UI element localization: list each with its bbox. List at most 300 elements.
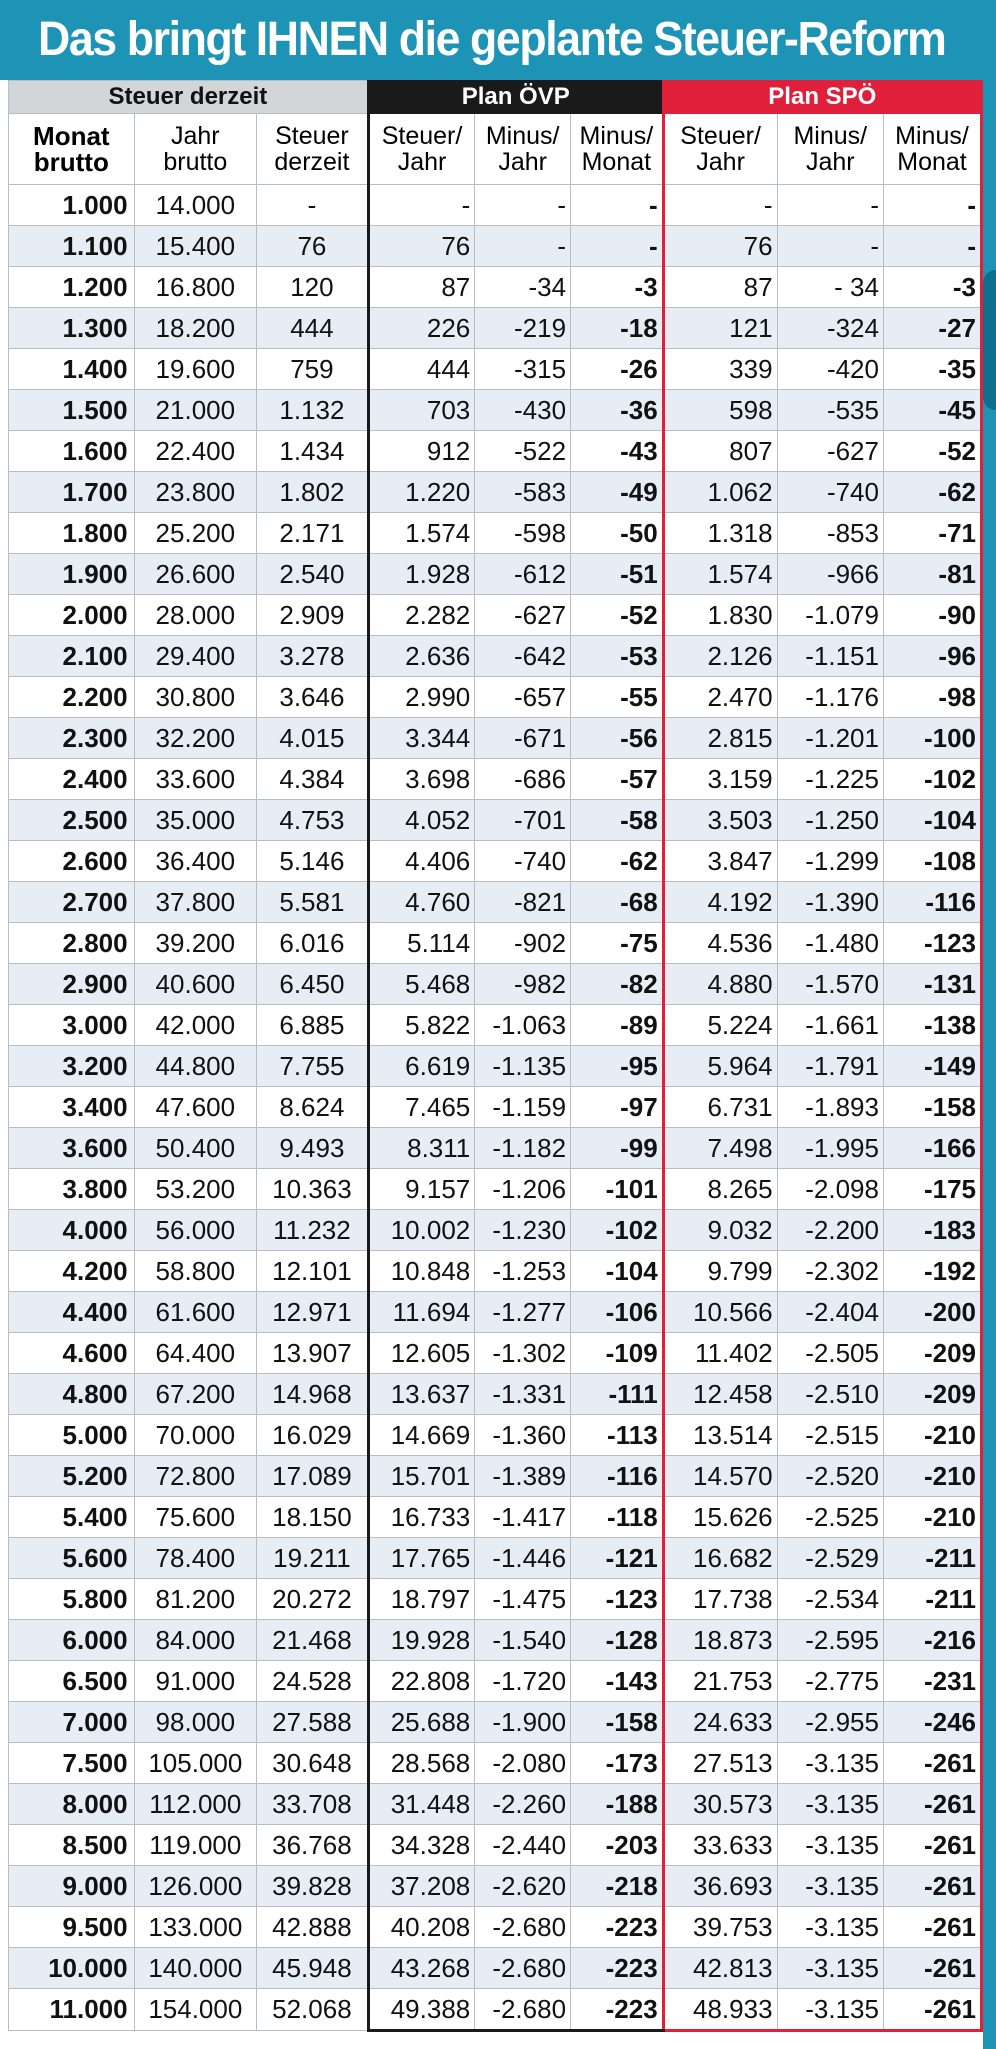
cell-oevp-steuer-jahr: 4.760	[368, 882, 474, 923]
cell-oevp-minus-monat: -51	[571, 554, 664, 595]
cell-oevp-minus-monat: -56	[571, 718, 664, 759]
cell-monat-brutto: 1.800	[9, 513, 135, 554]
cell-oevp-steuer-jahr: 8.311	[368, 1128, 474, 1169]
table-row	[9, 1579, 982, 1620]
cell-oevp-minus-jahr: -1.277	[475, 1292, 571, 1333]
cell-spoe-steuer-jahr: 4.880	[663, 964, 777, 1005]
cell-steuer-derzeit: 5.146	[257, 841, 369, 882]
cell-jahr-brutto: 28.000	[134, 595, 256, 636]
cell-jahr-brutto: 53.200	[134, 1169, 256, 1210]
table-row	[9, 759, 982, 800]
header-spoe-minus-jahr: Minus/ Jahr	[777, 114, 883, 185]
cell-oevp-minus-jahr: -1.360	[475, 1415, 571, 1456]
cell-steuer-derzeit: 20.272	[257, 1579, 369, 1620]
cell-monat-brutto: 2.100	[9, 636, 135, 677]
cell-jahr-brutto: 84.000	[134, 1620, 256, 1661]
table-row	[9, 595, 982, 636]
cell-oevp-steuer-jahr: 76	[368, 226, 474, 267]
cell-oevp-minus-monat: -118	[571, 1497, 664, 1538]
cell-spoe-minus-jahr: -1.201	[777, 718, 883, 759]
cell-spoe-steuer-jahr: 13.514	[663, 1415, 777, 1456]
cell-spoe-minus-jahr: -3.135	[777, 1907, 883, 1948]
header-steuer-derzeit: Steuer derzeit	[257, 114, 369, 185]
cell-spoe-steuer-jahr: 5.964	[663, 1046, 777, 1087]
cell-oevp-steuer-jahr: 19.928	[368, 1620, 474, 1661]
table-row	[9, 1497, 982, 1538]
cell-jahr-brutto: 15.400	[134, 226, 256, 267]
cell-steuer-derzeit: 21.468	[257, 1620, 369, 1661]
cell-steuer-derzeit: 76	[257, 226, 369, 267]
cell-spoe-minus-monat: -261	[883, 1743, 981, 1784]
table-row	[9, 431, 982, 472]
cell-spoe-minus-jahr: -2.775	[777, 1661, 883, 1702]
cell-spoe-minus-jahr: -1.299	[777, 841, 883, 882]
cell-oevp-minus-jahr: -1.063	[475, 1005, 571, 1046]
cell-spoe-minus-jahr: -2.200	[777, 1210, 883, 1251]
cell-jahr-brutto: 105.000	[134, 1743, 256, 1784]
cell-steuer-derzeit: 2.909	[257, 595, 369, 636]
cell-oevp-steuer-jahr: 444	[368, 349, 474, 390]
cell-steuer-derzeit: 4.384	[257, 759, 369, 800]
cell-monat-brutto: 3.200	[9, 1046, 135, 1087]
cell-oevp-steuer-jahr: 16.733	[368, 1497, 474, 1538]
cell-monat-brutto: 7.500	[9, 1743, 135, 1784]
cell-monat-brutto: 3.800	[9, 1169, 135, 1210]
table-row	[9, 1702, 982, 1743]
cell-steuer-derzeit: 18.150	[257, 1497, 369, 1538]
cell-oevp-minus-jahr: -1.230	[475, 1210, 571, 1251]
cell-steuer-derzeit: 17.089	[257, 1456, 369, 1497]
cell-jahr-brutto: 29.400	[134, 636, 256, 677]
cell-spoe-minus-jahr: -853	[777, 513, 883, 554]
cell-steuer-derzeit: 120	[257, 267, 369, 308]
cell-oevp-steuer-jahr: 2.282	[368, 595, 474, 636]
group-steuer-derzeit: Steuer derzeit	[9, 81, 369, 114]
cell-spoe-steuer-jahr: 11.402	[663, 1333, 777, 1374]
table-row	[9, 1374, 982, 1415]
cell-spoe-steuer-jahr: 12.458	[663, 1374, 777, 1415]
cell-monat-brutto: 1.700	[9, 472, 135, 513]
cell-oevp-steuer-jahr: 37.208	[368, 1866, 474, 1907]
cell-spoe-steuer-jahr: 14.570	[663, 1456, 777, 1497]
cell-spoe-minus-monat: -210	[883, 1456, 981, 1497]
cell-oevp-steuer-jahr: 4.052	[368, 800, 474, 841]
cell-steuer-derzeit: 12.971	[257, 1292, 369, 1333]
cell-oevp-steuer-jahr: 9.157	[368, 1169, 474, 1210]
cell-oevp-minus-jahr: -219	[475, 308, 571, 349]
cell-oevp-minus-monat: -3	[571, 267, 664, 308]
cell-steuer-derzeit: 3.278	[257, 636, 369, 677]
table-row	[9, 1128, 982, 1169]
cell-oevp-steuer-jahr: 703	[368, 390, 474, 431]
cell-oevp-minus-monat: -43	[571, 431, 664, 472]
cell-steuer-derzeit: 759	[257, 349, 369, 390]
cell-monat-brutto: 6.000	[9, 1620, 135, 1661]
cell-spoe-minus-jahr: -3.135	[777, 1825, 883, 1866]
cell-spoe-minus-monat: -138	[883, 1005, 981, 1046]
table-row	[9, 636, 982, 677]
cell-steuer-derzeit: 444	[257, 308, 369, 349]
cell-spoe-minus-monat: -210	[883, 1415, 981, 1456]
cell-oevp-minus-jahr: -1.900	[475, 1702, 571, 1743]
cell-monat-brutto: 5.600	[9, 1538, 135, 1579]
cell-oevp-minus-jahr: -701	[475, 800, 571, 841]
table-row	[9, 185, 982, 226]
cell-steuer-derzeit: 52.068	[257, 1989, 369, 2031]
cell-oevp-steuer-jahr: 40.208	[368, 1907, 474, 1948]
cell-oevp-minus-monat: -128	[571, 1620, 664, 1661]
cell-monat-brutto: 8.000	[9, 1784, 135, 1825]
cell-spoe-steuer-jahr: 24.633	[663, 1702, 777, 1743]
header-oevp-minus-jahr: Minus/ Jahr	[475, 114, 571, 185]
cell-spoe-steuer-jahr: 339	[663, 349, 777, 390]
table-row	[9, 1784, 982, 1825]
cell-oevp-minus-jahr: -583	[475, 472, 571, 513]
cell-spoe-minus-jahr: -535	[777, 390, 883, 431]
cell-oevp-steuer-jahr: 3.698	[368, 759, 474, 800]
cell-oevp-minus-monat: -57	[571, 759, 664, 800]
cell-jahr-brutto: 133.000	[134, 1907, 256, 1948]
cell-jahr-brutto: 47.600	[134, 1087, 256, 1128]
cell-oevp-steuer-jahr: 28.568	[368, 1743, 474, 1784]
cell-steuer-derzeit: 13.907	[257, 1333, 369, 1374]
cell-monat-brutto: 5.400	[9, 1497, 135, 1538]
cell-oevp-minus-jahr: -598	[475, 513, 571, 554]
cell-spoe-minus-jahr: -3.135	[777, 1784, 883, 1825]
table-row	[9, 841, 982, 882]
cell-spoe-minus-jahr: -1.893	[777, 1087, 883, 1128]
cell-oevp-steuer-jahr: 1.928	[368, 554, 474, 595]
cell-spoe-steuer-jahr: 807	[663, 431, 777, 472]
cell-spoe-steuer-jahr: 8.265	[663, 1169, 777, 1210]
cell-spoe-steuer-jahr: 36.693	[663, 1866, 777, 1907]
cell-oevp-minus-jahr: -1.159	[475, 1087, 571, 1128]
cell-oevp-steuer-jahr: 25.688	[368, 1702, 474, 1743]
cell-oevp-minus-monat: -36	[571, 390, 664, 431]
cell-jahr-brutto: 25.200	[134, 513, 256, 554]
right-edge-band	[983, 80, 996, 2049]
cell-oevp-minus-jahr: -2.620	[475, 1866, 571, 1907]
cell-spoe-minus-jahr: -2.510	[777, 1374, 883, 1415]
tax-reform-table	[8, 80, 983, 2032]
cell-oevp-steuer-jahr: 2.636	[368, 636, 474, 677]
cell-spoe-steuer-jahr: 48.933	[663, 1989, 777, 2031]
cell-oevp-minus-monat: -55	[571, 677, 664, 718]
cell-oevp-minus-monat: -58	[571, 800, 664, 841]
cell-oevp-minus-monat: -113	[571, 1415, 664, 1456]
cell-monat-brutto: 2.200	[9, 677, 135, 718]
cell-spoe-steuer-jahr: 87	[663, 267, 777, 308]
cell-monat-brutto: 4.400	[9, 1292, 135, 1333]
cell-spoe-steuer-jahr: 17.738	[663, 1579, 777, 1620]
cell-jahr-brutto: 72.800	[134, 1456, 256, 1497]
cell-spoe-steuer-jahr: 1.318	[663, 513, 777, 554]
cell-jahr-brutto: 70.000	[134, 1415, 256, 1456]
cell-spoe-minus-monat: -104	[883, 800, 981, 841]
header-monat-brutto: Monat brutto	[9, 114, 135, 185]
cell-spoe-minus-jahr: -3.135	[777, 1948, 883, 1989]
cell-monat-brutto: 1.500	[9, 390, 135, 431]
cell-monat-brutto: 9.000	[9, 1866, 135, 1907]
cell-monat-brutto: 1.200	[9, 267, 135, 308]
cell-jahr-brutto: 91.000	[134, 1661, 256, 1702]
cell-spoe-minus-monat: -3	[883, 267, 981, 308]
cell-monat-brutto: 4.600	[9, 1333, 135, 1374]
cell-oevp-steuer-jahr: 49.388	[368, 1989, 474, 2031]
cell-oevp-minus-monat: -89	[571, 1005, 664, 1046]
cell-spoe-steuer-jahr: 7.498	[663, 1128, 777, 1169]
cell-spoe-minus-monat: -100	[883, 718, 981, 759]
cell-spoe-minus-monat: -261	[883, 1989, 981, 2031]
cell-oevp-minus-jahr: -2.440	[475, 1825, 571, 1866]
cell-oevp-steuer-jahr: 6.619	[368, 1046, 474, 1087]
table-row	[9, 472, 982, 513]
cell-spoe-minus-monat: -192	[883, 1251, 981, 1292]
table-row	[9, 1907, 982, 1948]
cell-spoe-minus-jahr: -2.404	[777, 1292, 883, 1333]
cell-oevp-steuer-jahr: 14.669	[368, 1415, 474, 1456]
cell-spoe-minus-jahr: -420	[777, 349, 883, 390]
cell-oevp-minus-monat: -223	[571, 1948, 664, 1989]
cell-oevp-minus-monat: -188	[571, 1784, 664, 1825]
cell-spoe-minus-jahr: -2.520	[777, 1456, 883, 1497]
cell-jahr-brutto: 154.000	[134, 1989, 256, 2031]
cell-monat-brutto: 4.200	[9, 1251, 135, 1292]
cell-oevp-minus-jahr: -1.302	[475, 1333, 571, 1374]
cell-spoe-minus-monat: -216	[883, 1620, 981, 1661]
cell-spoe-minus-monat: -35	[883, 349, 981, 390]
cell-spoe-minus-monat: -200	[883, 1292, 981, 1333]
cell-spoe-minus-monat: -209	[883, 1374, 981, 1415]
table-row	[9, 882, 982, 923]
cell-oevp-steuer-jahr: 18.797	[368, 1579, 474, 1620]
cell-monat-brutto: 5.800	[9, 1579, 135, 1620]
cell-oevp-steuer-jahr: 15.701	[368, 1456, 474, 1497]
cell-steuer-derzeit: 6.016	[257, 923, 369, 964]
cell-oevp-minus-monat: -99	[571, 1128, 664, 1169]
cell-spoe-minus-monat: -210	[883, 1497, 981, 1538]
cell-spoe-minus-jahr: -2.529	[777, 1538, 883, 1579]
cell-steuer-derzeit: 9.493	[257, 1128, 369, 1169]
cell-oevp-minus-monat: -75	[571, 923, 664, 964]
cell-oevp-minus-monat: -106	[571, 1292, 664, 1333]
cell-spoe-minus-jahr: -	[777, 226, 883, 267]
cell-spoe-steuer-jahr: 1.062	[663, 472, 777, 513]
cell-jahr-brutto: 14.000	[134, 185, 256, 226]
cell-jahr-brutto: 37.800	[134, 882, 256, 923]
cell-spoe-minus-monat: -149	[883, 1046, 981, 1087]
cell-jahr-brutto: 42.000	[134, 1005, 256, 1046]
cell-spoe-minus-jahr: -2.302	[777, 1251, 883, 1292]
cell-oevp-minus-jahr: -1.446	[475, 1538, 571, 1579]
table-row	[9, 923, 982, 964]
cell-spoe-steuer-jahr: 10.566	[663, 1292, 777, 1333]
table-row	[9, 1743, 982, 1784]
cell-steuer-derzeit: 8.624	[257, 1087, 369, 1128]
cell-oevp-minus-jahr: -430	[475, 390, 571, 431]
cell-oevp-minus-monat: -95	[571, 1046, 664, 1087]
cell-spoe-minus-monat: -246	[883, 1702, 981, 1743]
table-row	[9, 677, 982, 718]
cell-spoe-minus-jahr: -627	[777, 431, 883, 472]
cell-spoe-minus-monat: -131	[883, 964, 981, 1005]
table-row	[9, 1538, 982, 1579]
cell-spoe-minus-monat: -261	[883, 1948, 981, 1989]
table-row	[9, 1292, 982, 1333]
cell-oevp-minus-monat: -62	[571, 841, 664, 882]
cell-spoe-steuer-jahr: 9.799	[663, 1251, 777, 1292]
cell-oevp-minus-monat: -53	[571, 636, 664, 677]
cell-monat-brutto: 3.400	[9, 1087, 135, 1128]
cell-oevp-minus-jahr: -612	[475, 554, 571, 595]
cell-oevp-minus-jahr: -2.680	[475, 1948, 571, 1989]
cell-monat-brutto: 2.400	[9, 759, 135, 800]
cell-spoe-minus-jahr: -1.480	[777, 923, 883, 964]
cell-oevp-minus-jahr: -	[475, 185, 571, 226]
cell-oevp-minus-jahr: -1.417	[475, 1497, 571, 1538]
cell-spoe-steuer-jahr: 121	[663, 308, 777, 349]
cell-jahr-brutto: 112.000	[134, 1784, 256, 1825]
table-row	[9, 267, 982, 308]
cell-oevp-minus-monat: -	[571, 185, 664, 226]
cell-jahr-brutto: 19.600	[134, 349, 256, 390]
cell-oevp-minus-jahr: -315	[475, 349, 571, 390]
cell-spoe-minus-jahr: -2.955	[777, 1702, 883, 1743]
cell-monat-brutto: 1.000	[9, 185, 135, 226]
cell-jahr-brutto: 75.600	[134, 1497, 256, 1538]
table-row	[9, 718, 982, 759]
cell-spoe-steuer-jahr: 39.753	[663, 1907, 777, 1948]
cell-jahr-brutto: 140.000	[134, 1948, 256, 1989]
cell-jahr-brutto: 30.800	[134, 677, 256, 718]
cell-monat-brutto: 4.000	[9, 1210, 135, 1251]
cell-spoe-steuer-jahr: 76	[663, 226, 777, 267]
cell-jahr-brutto: 40.600	[134, 964, 256, 1005]
cell-spoe-minus-jahr: -1.791	[777, 1046, 883, 1087]
cell-spoe-minus-jahr: -1.250	[777, 800, 883, 841]
cell-oevp-steuer-jahr: 5.822	[368, 1005, 474, 1046]
cell-oevp-minus-monat: -26	[571, 349, 664, 390]
table-body	[9, 185, 982, 2031]
cell-spoe-minus-monat: -261	[883, 1784, 981, 1825]
header-jahr-brutto: Jahr brutto	[134, 114, 256, 185]
cell-spoe-steuer-jahr: 16.682	[663, 1538, 777, 1579]
cell-spoe-minus-monat: -261	[883, 1907, 981, 1948]
cell-spoe-steuer-jahr: 2.815	[663, 718, 777, 759]
cell-spoe-minus-monat: -166	[883, 1128, 981, 1169]
cell-spoe-minus-monat: -211	[883, 1579, 981, 1620]
cell-spoe-steuer-jahr: 1.574	[663, 554, 777, 595]
cell-spoe-steuer-jahr: 2.126	[663, 636, 777, 677]
cell-steuer-derzeit: 36.768	[257, 1825, 369, 1866]
table-row	[9, 1948, 982, 1989]
table-row	[9, 1661, 982, 1702]
header-spoe-minus-monat: Minus/ Monat	[883, 114, 981, 185]
cell-spoe-steuer-jahr: 33.633	[663, 1825, 777, 1866]
cell-steuer-derzeit: 42.888	[257, 1907, 369, 1948]
cell-oevp-steuer-jahr: 13.637	[368, 1374, 474, 1415]
column-header-row	[9, 114, 982, 185]
cell-steuer-derzeit: 16.029	[257, 1415, 369, 1456]
cell-oevp-steuer-jahr: 10.002	[368, 1210, 474, 1251]
cell-jahr-brutto: 61.600	[134, 1292, 256, 1333]
cell-spoe-steuer-jahr: 4.192	[663, 882, 777, 923]
cell-oevp-minus-jahr: -1.206	[475, 1169, 571, 1210]
cell-spoe-minus-monat: -	[883, 185, 981, 226]
cell-oevp-minus-jahr: -2.260	[475, 1784, 571, 1825]
cell-spoe-minus-jahr: -1.390	[777, 882, 883, 923]
cell-jahr-brutto: 21.000	[134, 390, 256, 431]
cell-jahr-brutto: 44.800	[134, 1046, 256, 1087]
cell-jahr-brutto: 64.400	[134, 1333, 256, 1374]
cell-spoe-minus-jahr: -1.995	[777, 1128, 883, 1169]
cell-jahr-brutto: 98.000	[134, 1702, 256, 1743]
cell-oevp-minus-monat: -203	[571, 1825, 664, 1866]
cell-spoe-minus-jahr: -3.135	[777, 1743, 883, 1784]
cell-steuer-derzeit: 3.646	[257, 677, 369, 718]
edge-tab	[983, 270, 996, 410]
cell-spoe-minus-jahr: -1.570	[777, 964, 883, 1005]
cell-spoe-minus-jahr: -2.525	[777, 1497, 883, 1538]
cell-steuer-derzeit: 33.708	[257, 1784, 369, 1825]
table-row	[9, 1333, 982, 1374]
cell-spoe-minus-jahr: -324	[777, 308, 883, 349]
cell-oevp-steuer-jahr: 43.268	[368, 1948, 474, 1989]
cell-oevp-minus-monat: -68	[571, 882, 664, 923]
cell-spoe-minus-monat: -71	[883, 513, 981, 554]
cell-oevp-minus-jahr: -642	[475, 636, 571, 677]
cell-oevp-minus-jahr: -2.680	[475, 1989, 571, 2031]
cell-jahr-brutto: 126.000	[134, 1866, 256, 1907]
cell-monat-brutto: 1.400	[9, 349, 135, 390]
cell-jahr-brutto: 35.000	[134, 800, 256, 841]
cell-spoe-minus-monat: -211	[883, 1538, 981, 1579]
cell-monat-brutto: 8.500	[9, 1825, 135, 1866]
cell-oevp-minus-monat: -158	[571, 1702, 664, 1743]
cell-monat-brutto: 3.000	[9, 1005, 135, 1046]
group-plan-oevp: Plan ÖVP	[368, 81, 663, 114]
cell-steuer-derzeit: 6.885	[257, 1005, 369, 1046]
cell-oevp-minus-jahr: -1.720	[475, 1661, 571, 1702]
table-row	[9, 1005, 982, 1046]
cell-spoe-minus-monat: -90	[883, 595, 981, 636]
cell-spoe-steuer-jahr: 4.536	[663, 923, 777, 964]
cell-steuer-derzeit: 30.648	[257, 1743, 369, 1784]
cell-spoe-steuer-jahr: 9.032	[663, 1210, 777, 1251]
cell-spoe-minus-monat: -209	[883, 1333, 981, 1374]
cell-monat-brutto: 6.500	[9, 1661, 135, 1702]
cell-oevp-steuer-jahr: 31.448	[368, 1784, 474, 1825]
cell-oevp-minus-jahr: -1.253	[475, 1251, 571, 1292]
cell-spoe-steuer-jahr: 598	[663, 390, 777, 431]
cell-oevp-minus-jahr: -1.331	[475, 1374, 571, 1415]
cell-oevp-minus-jahr: -740	[475, 841, 571, 882]
cell-steuer-derzeit: 45.948	[257, 1948, 369, 1989]
cell-monat-brutto: 1.300	[9, 308, 135, 349]
cell-oevp-steuer-jahr: 12.605	[368, 1333, 474, 1374]
cell-oevp-steuer-jahr: 22.808	[368, 1661, 474, 1702]
cell-spoe-minus-jahr: -3.135	[777, 1989, 883, 2031]
table-row	[9, 554, 982, 595]
cell-jahr-brutto: 50.400	[134, 1128, 256, 1169]
cell-oevp-steuer-jahr: 34.328	[368, 1825, 474, 1866]
cell-jahr-brutto: 119.000	[134, 1825, 256, 1866]
group-plan-spoe: Plan SPÖ	[663, 81, 981, 114]
group-header-row	[9, 81, 982, 114]
cell-oevp-minus-jahr: -902	[475, 923, 571, 964]
cell-oevp-steuer-jahr: 4.406	[368, 841, 474, 882]
cell-jahr-brutto: 39.200	[134, 923, 256, 964]
